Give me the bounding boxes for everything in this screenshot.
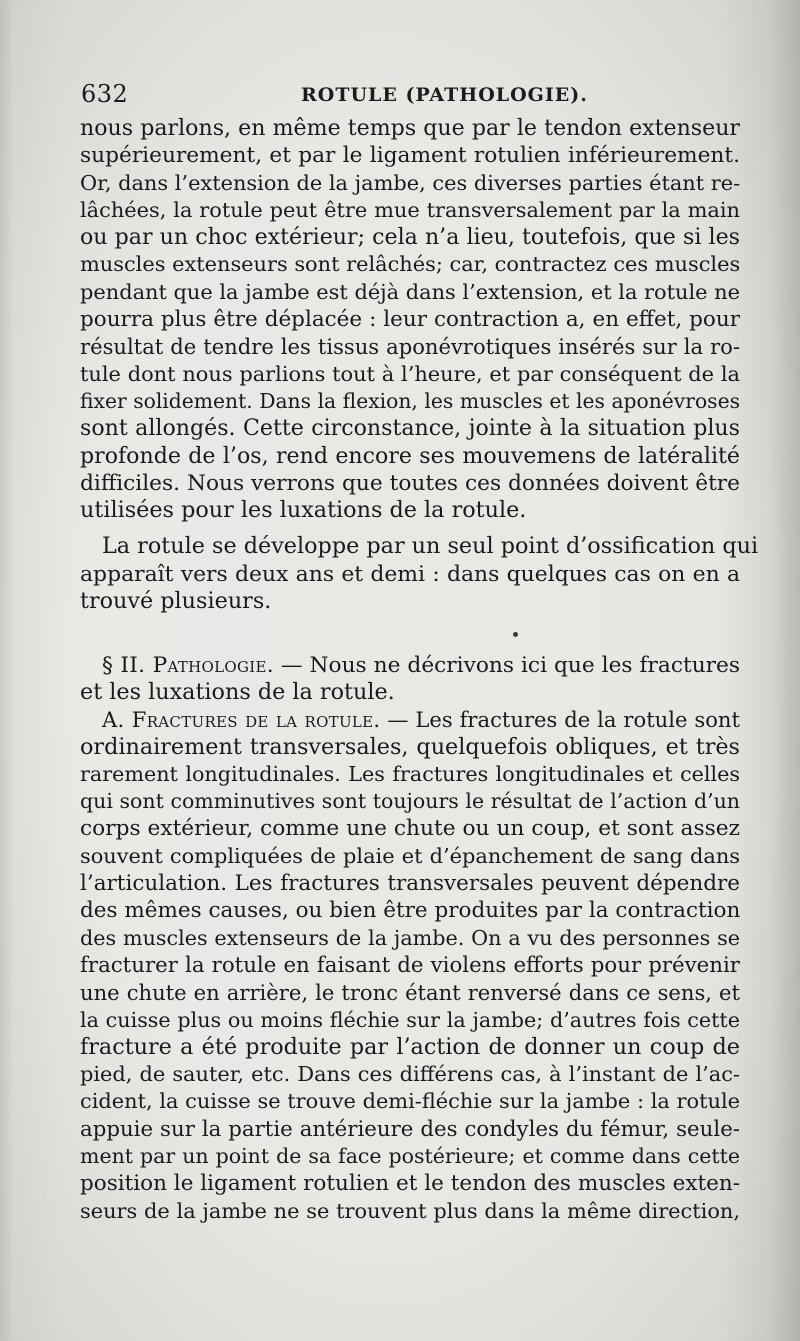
text-line: trouvé plusieurs.	[80, 588, 272, 615]
text-line: corps extérieur, comme une chute ou un coup, et sont assez	[80, 816, 740, 842]
section-gap	[80, 643, 740, 652]
subsection-heading: A. Fractures de la rotule.	[102, 707, 381, 733]
text-line: pourra plus être déplacée : leur contraction a, en effet, pour	[80, 307, 740, 333]
text-line: la cuisse plus ou moins fléchie sur la jambe; d’autres fois cette	[80, 1007, 740, 1032]
ink-speck	[513, 632, 518, 637]
text-line: apparaît vers deux ans et demi : dans quelques cas on en a	[80, 561, 740, 587]
running-head	[81, 80, 741, 112]
text-line: muscles extenseurs sont relâchés; car, contractez ces muscles	[80, 252, 741, 277]
text-line: La rotule se développe par un seul point d’ossification qui	[102, 533, 759, 560]
text-line: pendant que la jambe est déjà dans l’extension, et la rotule ne	[80, 279, 740, 304]
text-line: pied, de sauter, etc. Dans ces différens cas, à l’instant de l’ac-	[80, 1062, 740, 1087]
text-line: fracturer la rotule en faisant de violens efforts pour prévenir	[80, 952, 740, 978]
text-line: sont allongés. Cette circonstance, jointe à la situation plus	[80, 415, 740, 442]
text-line: tule dont nous parlions tout à l’heure, et par conséquent de la	[80, 361, 740, 386]
section-heading-paragraph	[80, 652, 740, 707]
text-line: ordinairement transversales, quelquefois obliques, et très	[80, 733, 740, 760]
text-line: profonde de l’os, rend encore ses mouvemens de latéralité	[80, 442, 740, 469]
text-line: et les luxations de la rotule.	[80, 678, 395, 705]
body-text	[80, 115, 759, 1225]
text-line: utilisées pour les luxations de la rotule.	[80, 497, 527, 524]
text-line: une chute en arrière, le tronc étant renversé dans ce sens, et	[80, 980, 740, 1006]
text-line: supérieurement, et par le ligament rotulien inférieurement.	[80, 143, 740, 169]
page-number: 632	[81, 80, 129, 108]
subsection-paragraph	[80, 706, 740, 1225]
running-title: ROTULE (PATHOLOGIE).	[301, 84, 588, 106]
text-line: ou par un choc extérieur; cela n’a lieu, toutefois, que si les	[80, 224, 740, 251]
text-line: des mêmes causes, ou bien être produites par la contraction	[80, 898, 741, 924]
text-line: Or, dans l’extension de la jambe, ces diverses parties étant re-	[80, 170, 741, 195]
text-line: des muscles extenseurs de la jambe. On a vu des personnes se	[80, 925, 740, 950]
text-line: l’articulation. Les fractures transversales peuvent dépendre	[80, 871, 740, 897]
paragraph	[80, 533, 759, 560]
text-line: résultat de tendre les tissus aponévrotiques insérés sur la ro-	[80, 334, 740, 360]
text-line	[80, 706, 740, 733]
paragraph-gap	[80, 524, 740, 533]
paragraph-continued	[80, 561, 740, 616]
text-line: appuie sur la partie antérieure des condyles du fémur, seule-	[80, 1116, 740, 1142]
text-line: lâchées, la rotule peut être mue transversalement par la main	[80, 197, 740, 222]
text-line: position le ligament rotulien et le tendon des muscles exten-	[80, 1171, 740, 1197]
text-line: ment par un point de sa face postérieure; et comme dans cette	[80, 1143, 740, 1168]
text-line: souvent compliquées de plaie et d’épanchement de sang dans	[80, 843, 740, 868]
text-line: cident, la cuisse se trouve demi-fléchie sur la jambe : la rotule	[80, 1089, 740, 1114]
text-line: fracture a été produite par l’action de donner un coup de	[80, 1033, 740, 1060]
text-line: seurs de la jambe ne se trouvent plus dans la même direction,	[80, 1198, 740, 1223]
text-line: fixer solidement. Dans la flexion, les muscles et les aponévroses	[80, 388, 740, 413]
text-line: difficiles. Nous verrons que toutes ces données doivent être	[80, 470, 740, 496]
text-line: qui sont comminutives sont toujours le résultat de l’action d’un	[80, 789, 740, 814]
section-heading: § II. Pathologie.	[102, 652, 274, 678]
text-line: rarement longitudinales. Les fractures longitudinales et celles	[80, 761, 740, 786]
text-run: — Les fractures de la rotule sont	[380, 707, 740, 733]
text-line	[80, 652, 740, 679]
text-line: nous parlons, en même temps que par le tendon extenseur	[80, 115, 740, 141]
section-gap	[80, 615, 740, 642]
paragraph	[80, 115, 740, 524]
text-run: — Nous ne décrivons ici que les fractures	[273, 652, 740, 678]
